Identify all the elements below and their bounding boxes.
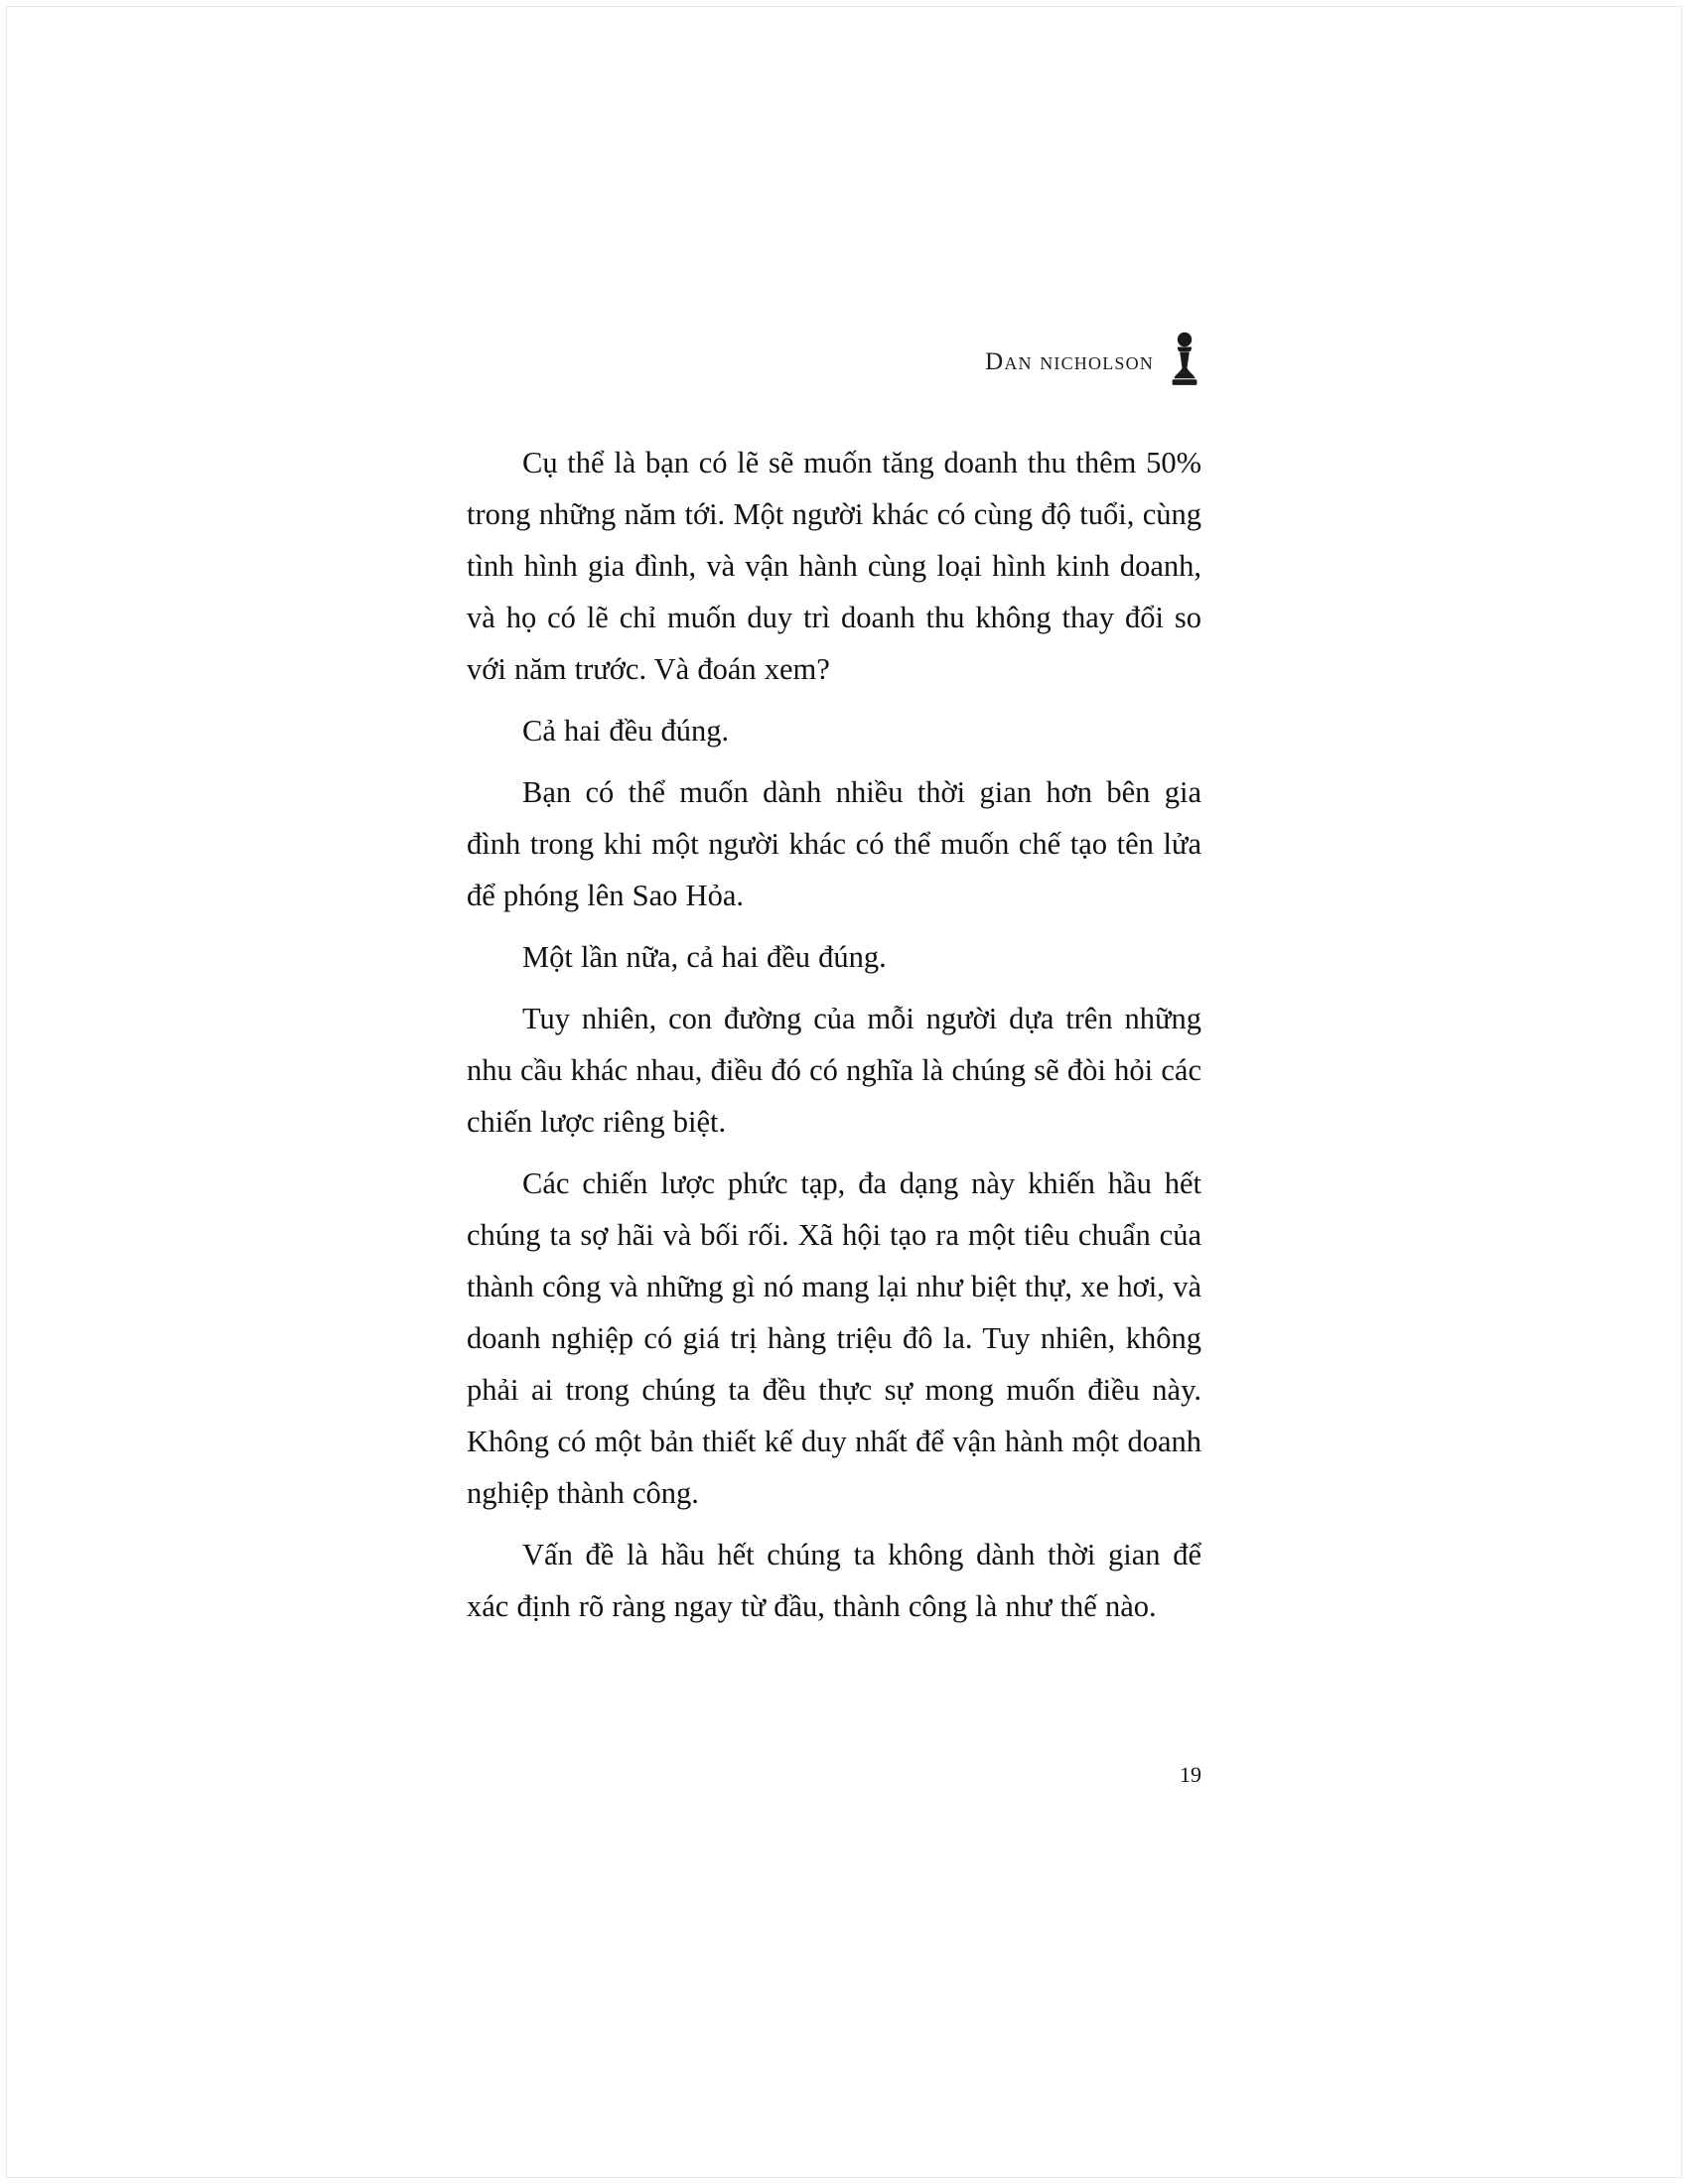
paragraph: Một lần nữa, cả hai đều đúng. (522, 940, 887, 974)
paragraph: Tuy nhiên, con đường của mỗi người dựa trên những nhu cầu khác nhau, điều đó có nghĩa là chúng sẽ đòi hỏi các chiến lược riêng biệt. (467, 1002, 1201, 1139)
paragraph: Bạn có thể muốn dành nhiều thời gian hơn bên gia đình trong khi một người khác có thể muốn chế tạo tên lửa để phóng lên Sao Hỏa. (467, 775, 1201, 912)
page-number: 19 (1180, 1762, 1201, 1787)
chess-pawn-icon (1168, 331, 1201, 394)
running-head (467, 328, 1201, 397)
running-head-author: Dan nicholson (985, 348, 1154, 375)
page-content (467, 328, 1201, 1632)
paragraph: Vấn đề là hầu hết chúng ta không dành thời gian để xác định rõ ràng ngay từ đầu, thành công là như thế nào. (467, 1538, 1201, 1623)
paragraph: Các chiến lược phức tạp, đa dạng này khiến hầu hết chúng ta sợ hãi và bối rối. Xã hội tạo ra một tiêu chuẩn của thành công và những gì nó mang lại như biệt thự, xe hơi, và doanh nghiệp có giá trị hàng triệu đô la. Tuy nhiên, không phải ai trong chúng ta đều thực sự mong muốn điều này. Không có một bản thiết kế duy nhất để vận hành một doanh nghiệp thành công. (467, 1166, 1201, 1510)
paragraph: Cả hai đều đúng. (522, 714, 730, 748)
paragraph: Cụ thể là bạn có lẽ sẽ muốn tăng doanh thu thêm 50% trong những năm tới. Một người khác có cùng độ tuổi, cùng tình hình gia đình, và vận hành cùng loại hình kinh doanh, và họ có lẽ chỉ muốn duy trì doanh thu không thay đổi so với năm trước. Và đoán xem? (467, 446, 1201, 686)
